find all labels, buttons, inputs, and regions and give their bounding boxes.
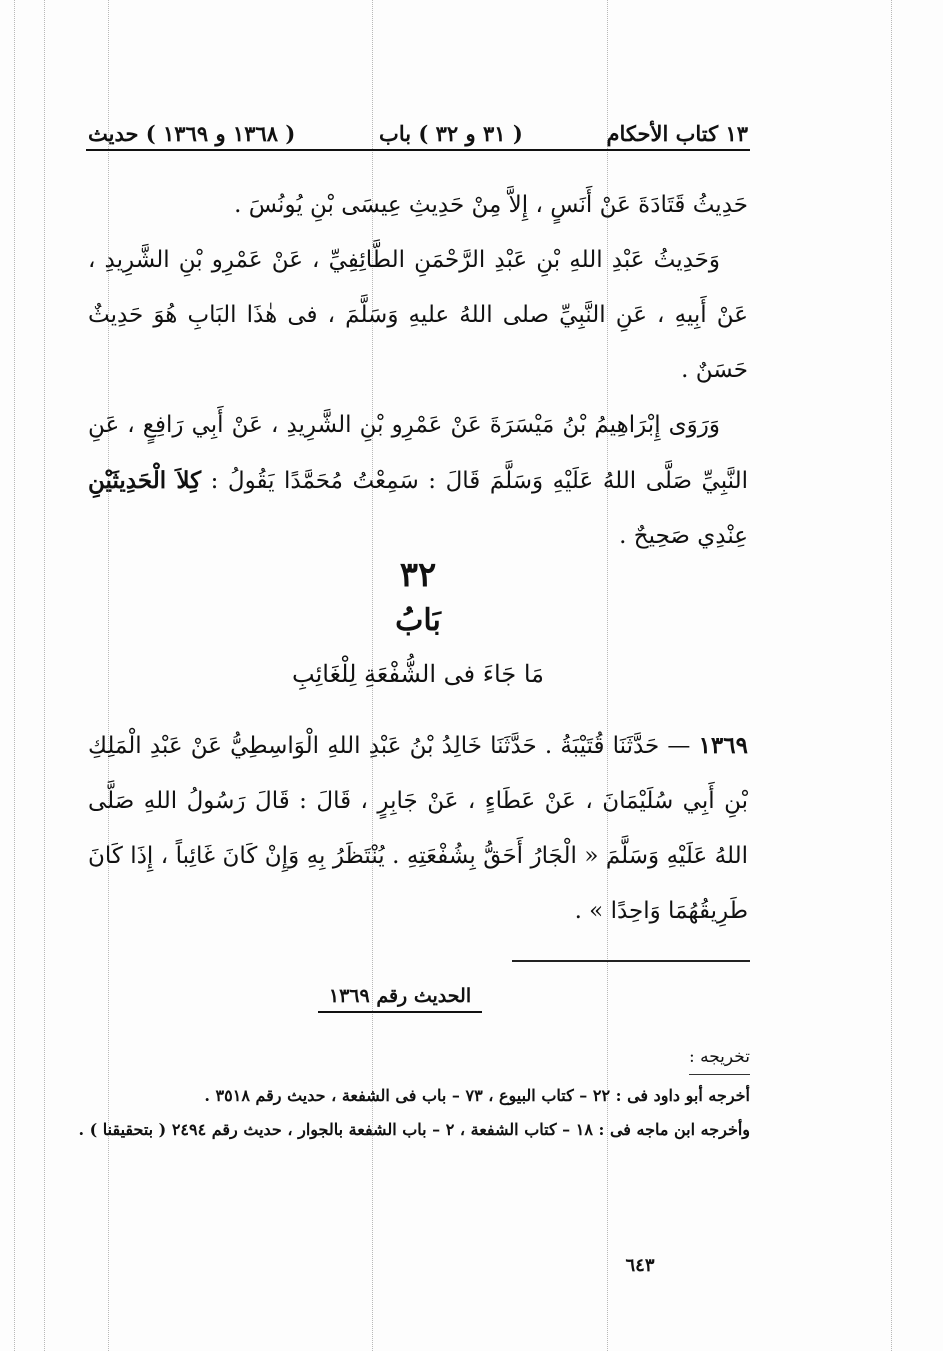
- header-rule: [86, 149, 750, 151]
- scan-line: [14, 0, 15, 1351]
- scan-line: [44, 0, 45, 1351]
- chapter-title: مَا جَاءَ فى الشُّفْعَةِ لِلْغَائِبِ: [292, 660, 544, 688]
- body-text-top: [88, 178, 748, 564]
- header-book-title: ١٣ كتاب الأحكام: [606, 121, 748, 146]
- chapter-label: بَابُ: [395, 603, 441, 638]
- header-hadith-range: ( ١٣٦٨ و ١٣٦٩ ) حديث: [88, 121, 296, 146]
- scan-line: [891, 0, 892, 1351]
- hadith-paragraph: [88, 718, 748, 939]
- paragraph-text: عِنْدِي صَحِيحٌ .: [619, 523, 748, 549]
- hadith-block: [88, 718, 748, 939]
- footnotes: [70, 1040, 750, 1147]
- page-number: ٦٤٣: [625, 1255, 655, 1276]
- footnote-line: وأخرجه ابن ماجه فى : ١٨ – كتاب الشفعة ، ٢ – باب الشفعة بالجوار ، حديث رقم ٢٤٩٤ ( بتحقيقنا ) .: [78, 1120, 750, 1139]
- footnote-line: أخرجه أبو داود فى : ٢٢ – كتاب البيوع ، ٧٣ – باب فى الشفعة ، حديث رقم ٣٥١٨ .: [204, 1086, 750, 1105]
- footnote-heading: تخريجه :: [689, 1040, 750, 1075]
- footnote-title: الحديث رقم ١٣٦٩: [318, 985, 482, 1013]
- paragraph: [88, 398, 748, 564]
- hadith-number: ١٣٦٩: [698, 732, 748, 759]
- paragraph: وَحَدِيثُ عَبْدِ اللهِ بْنِ عَبْدِ الرَّحْمَنِ الطَّائِفِيِّ ، عَنْ عَمْرِو بْنِ الشَّرِيدِ ، عَنْ أَبِيهِ ، عَنِ النَّبِيِّ صلى اللهُ عليهِ وَسَلَّمَ ، فى هٰذَا البَابِ هُوَ حَدِيثٌ حَسَنٌ .: [88, 247, 748, 383]
- header-chapter-range: ( ٣١ و ٣٢ ) باب: [379, 121, 523, 146]
- running-header: [88, 96, 748, 146]
- paragraph-text: وَرَوَى إِبْرَاهِيمُ بْنُ مَيْسَرَةَ عَنْ عَمْرِو بْنِ الشَّرِيدِ ، عَنْ أَبِي رَافِعٍ ، عَنِ النَّبِيِّ صَلَّى اللهُ عَلَيْهِ وَسَلَّمَ قَالَ : سَمِعْتُ مُحَمَّدًا يَقُولُ :: [88, 412, 748, 494]
- footnote-separator: [512, 960, 750, 962]
- paragraph: حَدِيثُ قَتَادَةَ عَنْ أَنَسٍ ، إِلاَّ مِنْ حَدِيثِ عِيسَى بْنِ يُونُسَ .: [234, 192, 748, 218]
- chapter-number: ٣٢: [399, 555, 437, 595]
- hadith-text: — حَدَّثَنَا قُتَيْبَةُ . حَدَّثَنَا خَالِدُ بْنُ عَبْدِ اللهِ الْوَاسِطِيُّ عَنْ عَبْدِ الْمَلِكِ بْنِ أَبِي سُلَيْمَانَ ، عَنْ عَطَاءٍ ، عَنْ جَابِرٍ ، قَالَ : قَالَ رَسُولُ اللهِ صَلَّى اللهُ عَلَيْهِ وَسَلَّمَ « الْجَارُ أَحَقُّ بِشُفْعَتِهِ . يُنْتَظَرُ بِهِ وَإِنْ كَانَ غَائِباً ، إِذَا كَانَ طَرِيقُهُمَا وَاحِدًا » .: [88, 733, 748, 924]
- bold-phrase: كِلاَ الْحَدِيثَيْنِ: [88, 467, 202, 494]
